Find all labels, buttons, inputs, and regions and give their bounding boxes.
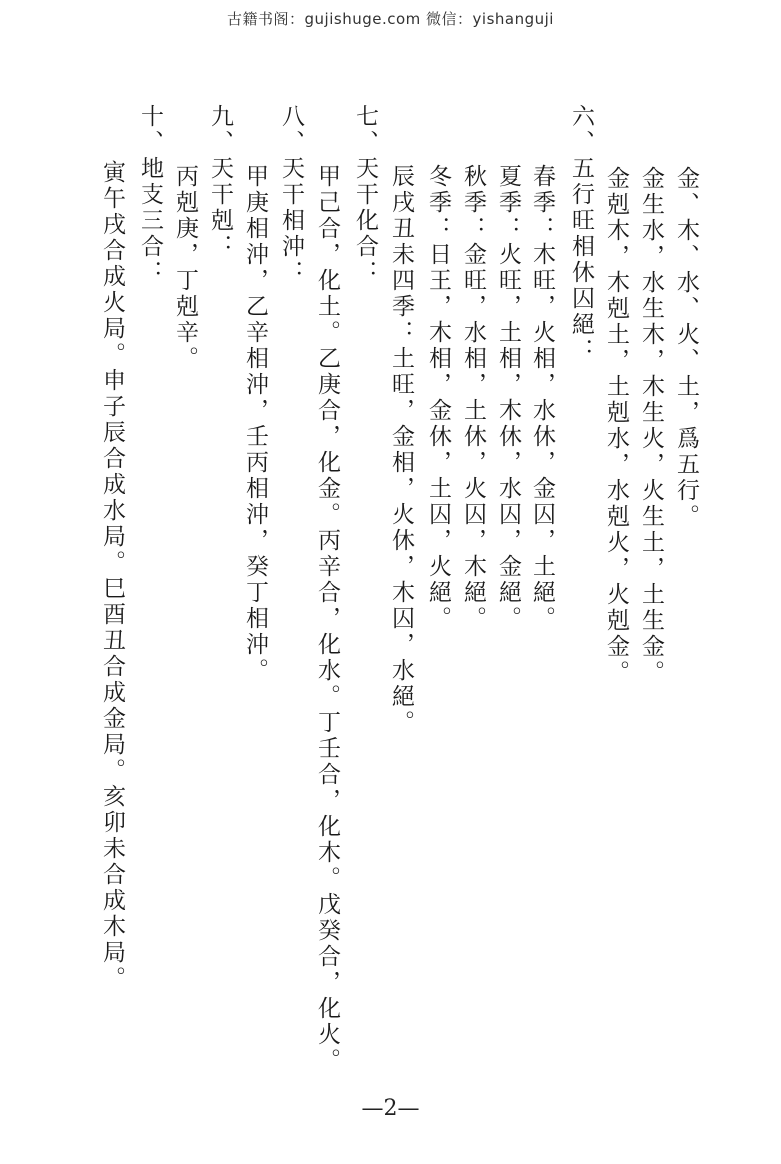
page-number: —2—	[361, 1096, 420, 1121]
section-heading-6: 六、五行旺相休囚絕：	[568, 104, 594, 364]
text-column-3: 金剋木，木剋土，土剋水，水剋火，火剋金。	[603, 166, 629, 686]
section-heading-7: 七、天干化合：	[352, 104, 378, 286]
text-column-autumn: 秋季：金旺，水相，土休，火囚，木絕。	[460, 164, 486, 632]
watermark-header: 古籍书阁：gujishuge.com 微信：yishanguji	[227, 10, 554, 28]
text-column-clashes: 甲庚相沖，乙辛相沖，壬丙相沖，癸丁相沖。	[242, 164, 268, 684]
text-column-winter: 冬季：日王，木相，金休，土囚，火絕。	[425, 164, 451, 632]
text-column-spring: 春季：木旺，火相，水休，金囚，土絕。	[529, 164, 555, 632]
text-column-2: 金生水，水生木，木生火，火生土，土生金。	[638, 166, 664, 686]
text-column-controls: 丙剋庚，丁剋辛。	[172, 164, 198, 372]
text-column-summer: 夏季：火旺，土相，木休，水囚，金絕。	[495, 164, 521, 632]
text-column-four-seasons: 辰戌丑未四季：土旺，金相，火休，木囚，水絕。	[388, 164, 414, 736]
text-column-1: 金、木、水、火、土，爲五行。	[673, 166, 699, 530]
section-heading-10: 十、地支三合：	[137, 104, 163, 286]
text-column-three-harmonies: 寅午戌合成火局。申子辰合成水局。巳酉丑合成金局。亥卯未合成木局。	[99, 160, 125, 992]
text-column-combinations: 甲己合，化土。乙庚合，化金。丙辛合，化水。丁壬合，化木。戊癸合，化火。	[314, 164, 340, 1074]
section-heading-8: 八、天干相沖：	[278, 104, 304, 286]
section-heading-9: 九、天干剋：	[207, 104, 233, 260]
